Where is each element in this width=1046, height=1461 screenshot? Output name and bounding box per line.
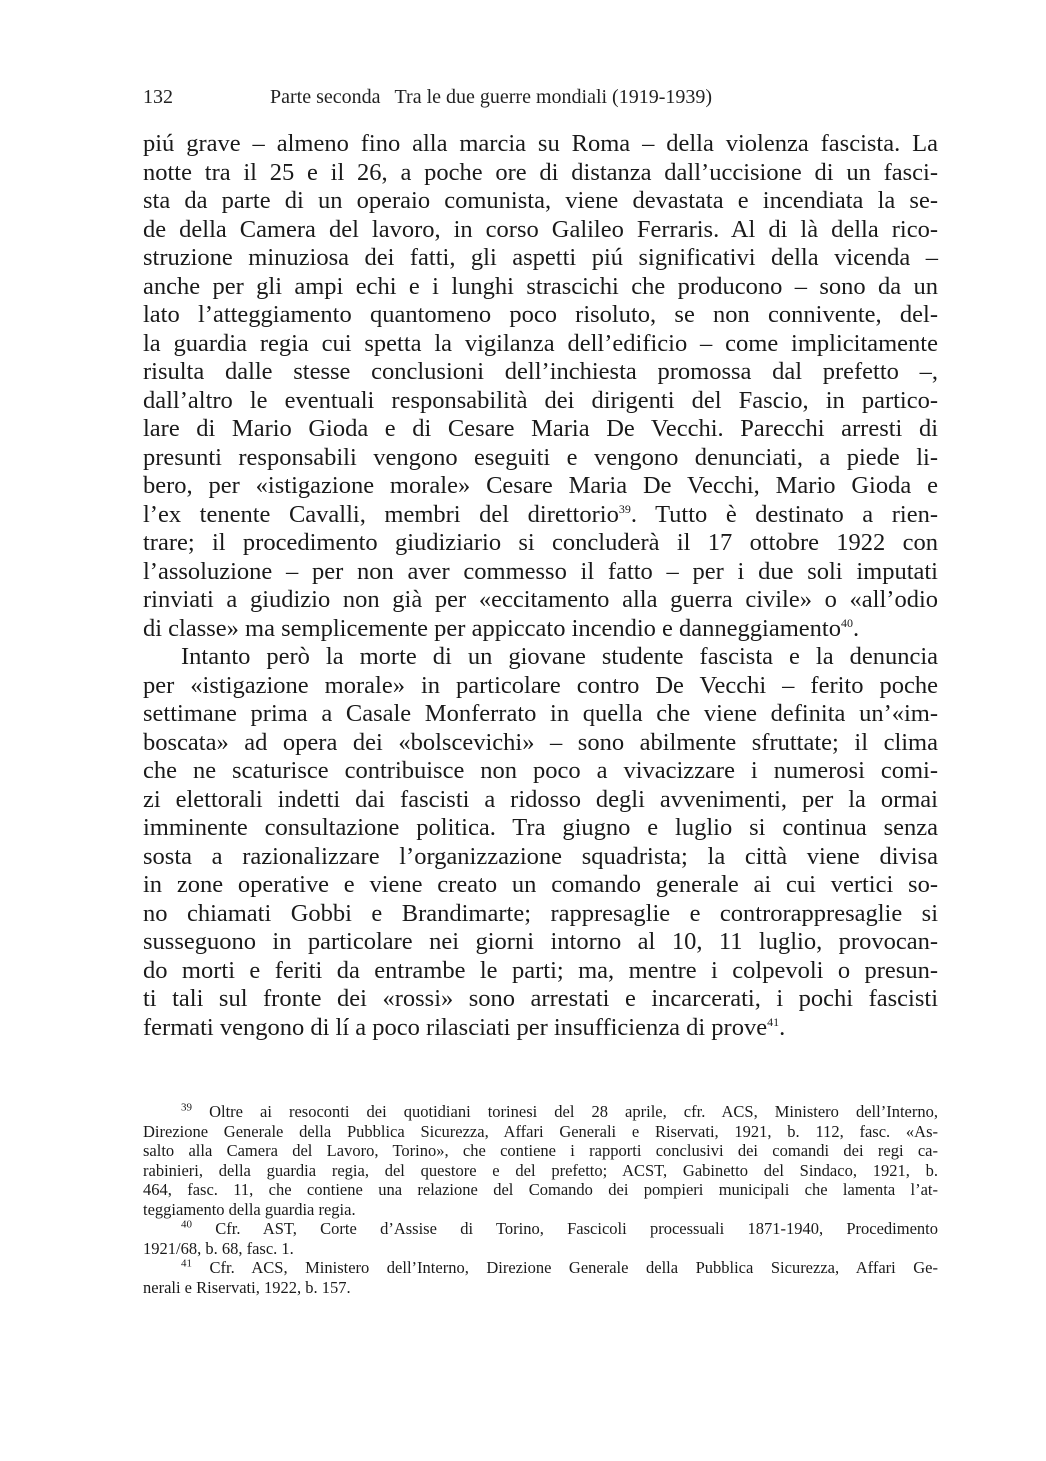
body-line: imminente consultazione politica. Tra giugno e luglio si continua senza xyxy=(143,814,938,841)
running-header xyxy=(143,84,943,110)
body-line: rinviati a giudizio non già per «eccitamento alla guerra civile» o «all’odio xyxy=(143,586,938,613)
body-line: boscata» ad opera dei «bolscevichi» – sono abilmente sfruttate; il clima xyxy=(143,728,938,756)
body-line: notte tra il 25 e il 26, a poche ore di distanza dall’uccisione di un fasci- xyxy=(143,158,938,186)
footnote-39-mark: 39 xyxy=(181,1101,192,1114)
body-line: settimane prima a Casale Monferrato in quella che viene definita un’«im- xyxy=(143,700,938,727)
body-line: sta da parte di un operaio comunista, viene devastata e incendiata la se- xyxy=(143,187,938,214)
footnote-text: Oltre ai resoconti dei quotidiani torinesi del 28 aprile, cfr. ACS, Ministero dell’Interno, xyxy=(209,1102,938,1121)
body-line xyxy=(143,615,938,644)
body-line-part: . xyxy=(852,614,860,642)
page-number: 132 xyxy=(143,86,173,108)
footnote-39-line: Direzione Generale della Pubblica Sicurezza, Affari Generali e Riservati, 1921, b. 112, fasc. «As- xyxy=(143,1121,938,1141)
body-line: susseguono in particolare nei giorni intorno al 10, 11 luglio, provocan- xyxy=(143,928,938,955)
body-line: che ne scaturisce contribuisce non poco a vivacizzare i numerosi comi- xyxy=(143,757,938,784)
body-line: lare di Mario Gioda e di Cesare Maria De Vecchi. Parecchi arresti di xyxy=(143,415,938,442)
footnote-text: Cfr. AST, Corte d’Assise di Torino, Fascicoli processuali 1871-1940, Procedimento xyxy=(215,1219,938,1238)
body-line: lato l’atteggiamento quantomeno poco risoluto, se non connivente, del- xyxy=(143,301,938,328)
body-line: zi elettorali indetti dai fascisti a ridosso degli avvenimenti, per la ormai xyxy=(143,785,938,813)
body-line: presunti responsabili vengono eseguiti e vengono denunciati, a piede li- xyxy=(143,443,938,471)
footnote-text: Cfr. ACS, Ministero dell’Interno, Direzione Generale della Pubblica Sicurezza, Affari Ge- xyxy=(209,1258,938,1277)
body-line: struzione minuziosa dei fatti, gli aspetti piú significativi della vicenda – xyxy=(143,244,938,271)
footnote-ref-40[interactable]: 40 xyxy=(840,615,853,630)
footnote-39-line: rabinieri, della guardia regia, del questore e del prefetto; ACST, Gabinetto del Sindaco, 1921, b. xyxy=(143,1160,938,1180)
body-line: la guardia regia cui spetta la vigilanza dell’edificio – come implicitamente xyxy=(143,329,938,357)
footnote-40-line xyxy=(143,1219,938,1239)
part-title: Parte seconda xyxy=(270,86,381,108)
body-line: risulta dalle stesse conclusioni dell’inchiesta promossa dal prefetto –, xyxy=(143,358,938,385)
section-title: Tra le due guerre mondiali (1919-1939) xyxy=(394,86,713,108)
footnote-ref-39[interactable]: 39 xyxy=(618,501,631,516)
footnote-40-mark: 40 xyxy=(181,1218,192,1231)
body-line-part: fermati vengono di lí a poco rilasciati per insufficienza di prove xyxy=(143,1013,768,1041)
body-line xyxy=(143,1014,938,1043)
body-line: piú grave – almeno fino alla marcia su Roma – della violenza fascista. La xyxy=(143,130,938,157)
body-line: anche per gli ampi echi e i lunghi strascichi che producono – sono da un xyxy=(143,272,938,300)
body-line: sosta a razionalizzare l’organizzazione squadrista; la città viene divisa xyxy=(143,842,938,870)
body-line: de della Camera del lavoro, in corso Galileo Ferraris. Al di là della rico- xyxy=(143,215,938,243)
body-line: per «istigazione morale» in particolare contro De Vecchi – ferito poche xyxy=(143,671,938,699)
footnote-39-line: 464, fasc. 11, che contiene una relazione del Comando dei pompieri municipali che lamenta l’at- xyxy=(143,1180,938,1199)
footnote-ref-41[interactable]: 41 xyxy=(767,1014,780,1029)
footnote-40-line: 1921/68, b. 68, fasc. 1. xyxy=(143,1238,294,1258)
body-line: Intanto però la morte di un giovane studente fascista e la denuncia xyxy=(181,643,938,670)
body-line: bero, per «istigazione morale» Cesare Maria De Vecchi, Mario Gioda e xyxy=(143,472,938,499)
body-line: no chiamati Gobbi e Brandimarte; rappresaglie e controrappresaglie si xyxy=(143,899,938,927)
body-line xyxy=(143,501,938,530)
body-line: do morti e feriti da entrambe le parti; ma, mentre i colpevoli o presun- xyxy=(143,956,938,984)
body-line: in zone operative e viene creato un comando generale ai cui vertici so- xyxy=(143,871,938,898)
footnote-41-line: nerali e Riservati, 1922, b. 157. xyxy=(143,1277,351,1297)
footnote-41-mark: 41 xyxy=(181,1257,192,1270)
body-line: trare; il procedimento giudiziario si concluderà il 17 ottobre 1922 con xyxy=(143,529,938,556)
body-line-part: . Tutto è destinato a rien- xyxy=(630,500,938,528)
body-line-part: l’ex tenente Cavalli, membri del direttorio xyxy=(143,500,619,528)
footnote-39-line xyxy=(143,1102,938,1122)
body-line-part: di classe» ma semplicemente per appiccato incendio e danneggiamento xyxy=(143,614,841,642)
body-line: dall’altro le eventuali responsabilità dei dirigenti del Fascio, in partico- xyxy=(143,386,938,414)
footnote-39-line: teggiamento della guardia regia. xyxy=(143,1199,356,1219)
footnote-39-line: salto alla Camera del Lavoro, Torino», che contiene i rapporti conclusivi dei comandi dei regi ca- xyxy=(143,1141,938,1160)
body-line-part: . xyxy=(779,1013,786,1041)
body-line: ti tali sul fronte dei «rossi» sono arrestati e incarcerati, i pochi fascisti xyxy=(143,985,938,1012)
footnotes xyxy=(143,1102,938,1297)
body-line: l’assoluzione – per non aver commesso il fatto – per i due soli imputati xyxy=(143,557,938,585)
footnote-41-line xyxy=(143,1258,938,1278)
body-text xyxy=(143,130,938,1042)
